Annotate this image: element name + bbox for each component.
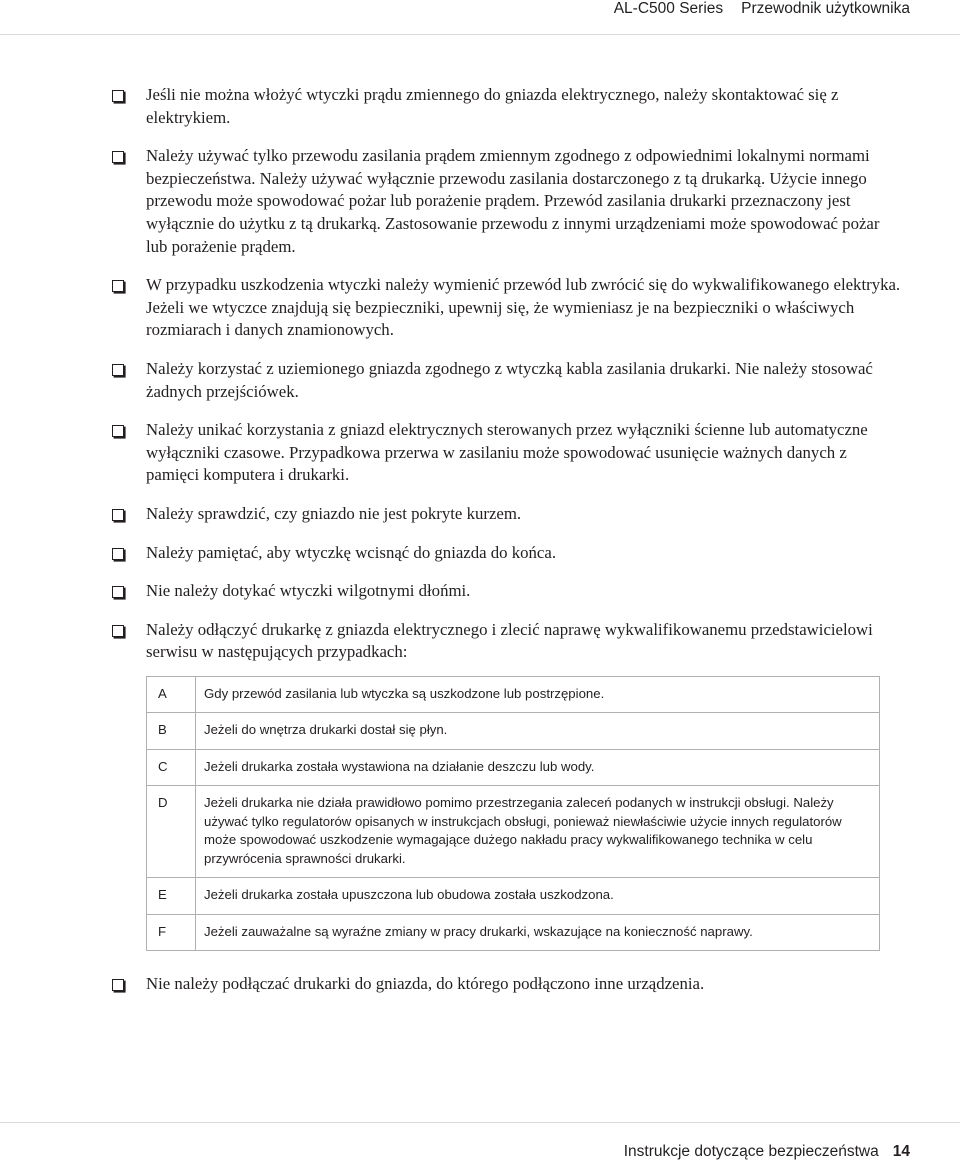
bullet-item — [112, 358, 902, 403]
checkbox-bullet-icon — [112, 586, 124, 598]
checkbox-bullet-icon — [112, 625, 124, 637]
header-text — [614, 0, 910, 18]
bullet-text: Należy unikać korzystania z gniazd elektrycznych sterowanych przez wyłączniki ścienne lub automatyczne wyłączniki czasowe. Przypadkowa przerwa w zasilaniu może spowodować usunięcie ważnych danych z pamięci komputera i drukarki. — [146, 420, 868, 485]
page-number: 14 — [892, 1143, 910, 1160]
section-title: Instrukcje dotyczące bezpieczeństwa — [623, 1143, 879, 1160]
safety-content — [112, 84, 902, 1012]
bullet-text: Należy korzystać z uziemionego gniazda zgodnego z wtyczką kabla zasilania drukarki. Nie należy stosować żadnych przejściówek. — [146, 358, 873, 401]
guide-title: Przewodnik użytkownika — [741, 0, 910, 17]
condition-text: Jeżeli drukarka została upuszczona lub obudowa została uszkodzona. — [196, 878, 880, 915]
bullet-item — [112, 503, 902, 526]
page-footer — [0, 1122, 960, 1166]
checkbox-bullet-icon — [112, 548, 124, 560]
checkbox-bullet-icon — [112, 979, 124, 991]
bullet-item — [112, 619, 902, 664]
checkbox-bullet-icon — [112, 280, 124, 292]
bullet-item — [112, 274, 902, 342]
bullet-item — [112, 542, 902, 565]
bullet-item — [112, 973, 902, 996]
bullet-text: Jeśli nie można włożyć wtyczki prądu zmiennego do gniazda elektrycznego, należy skontaktować się z elektrykiem. — [146, 85, 839, 127]
condition-text: Jeżeli zauważalne są wyraźne zmiany w pracy drukarki, wskazujące na konieczność naprawy. — [196, 914, 880, 951]
condition-letter: E — [147, 878, 196, 915]
condition-text: Jeżeli do wnętrza drukarki dostał się płyn. — [196, 713, 880, 750]
footer-text — [624, 1143, 910, 1161]
table-row — [147, 786, 880, 878]
bullet-text: Należy odłączyć drukarkę z gniazda elektrycznego i zlecić naprawę wykwalifikowanemu przedstawicielowi serwisu w następujących przypadkach: — [146, 619, 873, 662]
condition-letter: F — [147, 914, 196, 951]
checkbox-bullet-icon — [112, 151, 124, 163]
checkbox-bullet-icon — [112, 425, 124, 437]
bullet-text: Należy pamiętać, aby wtyczkę wcisnąć do gniazda do końca. — [146, 542, 557, 562]
bullet-text: Należy sprawdzić, czy gniazdo nie jest pokryte kurzem. — [146, 503, 522, 523]
page-header — [0, 0, 960, 35]
bullet-text: Należy używać tylko przewodu zasilania prądem zmiennym zgodnego z odpowiednimi lokalnymi normami bezpieczeństwa. Należy używać wyłącznie przewodu zasilania dostarczonego z tą drukarką. Użycie innego przewodu może spowodować pożar lub porażenie prądem. Przewód zasilania drukarki przeznaczony jest wyłącznie do użytku z tą drukarką. Zastosowanie przewodu z innymi urządzeniami może spowodować pożar lub porażenie prądem. — [146, 146, 880, 256]
checkbox-bullet-icon — [112, 509, 124, 521]
bullet-item — [112, 84, 902, 129]
bullet-item — [112, 145, 902, 258]
condition-text: Gdy przewód zasilania lub wtyczka są uszkodzone lub postrzępione. — [196, 676, 880, 713]
table-row — [147, 749, 880, 786]
table-row — [147, 878, 880, 915]
condition-letter: D — [147, 786, 196, 878]
bullet-text: Nie należy podłączać drukarki do gniazda, do którego podłączono inne urządzenia. — [146, 974, 705, 994]
checkbox-bullet-icon — [112, 364, 124, 376]
repair-conditions-table — [146, 676, 880, 952]
table-row — [147, 713, 880, 750]
checkbox-bullet-icon — [112, 90, 124, 102]
bullet-item — [112, 419, 902, 487]
condition-text: Jeżeli drukarka została wystawiona na działanie deszczu lub wody. — [196, 749, 880, 786]
table-row — [147, 676, 880, 713]
table-row — [147, 914, 880, 951]
bullet-text: W przypadku uszkodzenia wtyczki należy wymienić przewód lub zwrócić się do wykwalifikowanego elektryka. Jeżeli we wtyczce znajdują się bezpieczniki, upewnij się, że wymieniasz je na bezpieczniki o właściwych rozmiarach i danych znamionowych. — [146, 275, 901, 340]
condition-letter: B — [147, 713, 196, 750]
condition-letter: A — [147, 676, 196, 713]
product-name: AL-C500 Series — [613, 0, 724, 17]
bullet-text: Nie należy dotykać wtyczki wilgotnymi dłońmi. — [146, 581, 471, 601]
condition-text: Jeżeli drukarka nie działa prawidłowo pomimo przestrzegania zaleceń podanych w instrukcji obsługi. Należy używać tylko regulatorów opisanych w instrukcjach obsługi, ponieważ niewłaściwie użycie innych regulatorów może spowodować uszkodzenie wymagające dużego nakładu pracy wykwalifikowanego technika w celu przywrócenia sprawności drukarki. — [196, 786, 880, 878]
condition-letter: C — [147, 749, 196, 786]
bullet-item — [112, 580, 902, 603]
